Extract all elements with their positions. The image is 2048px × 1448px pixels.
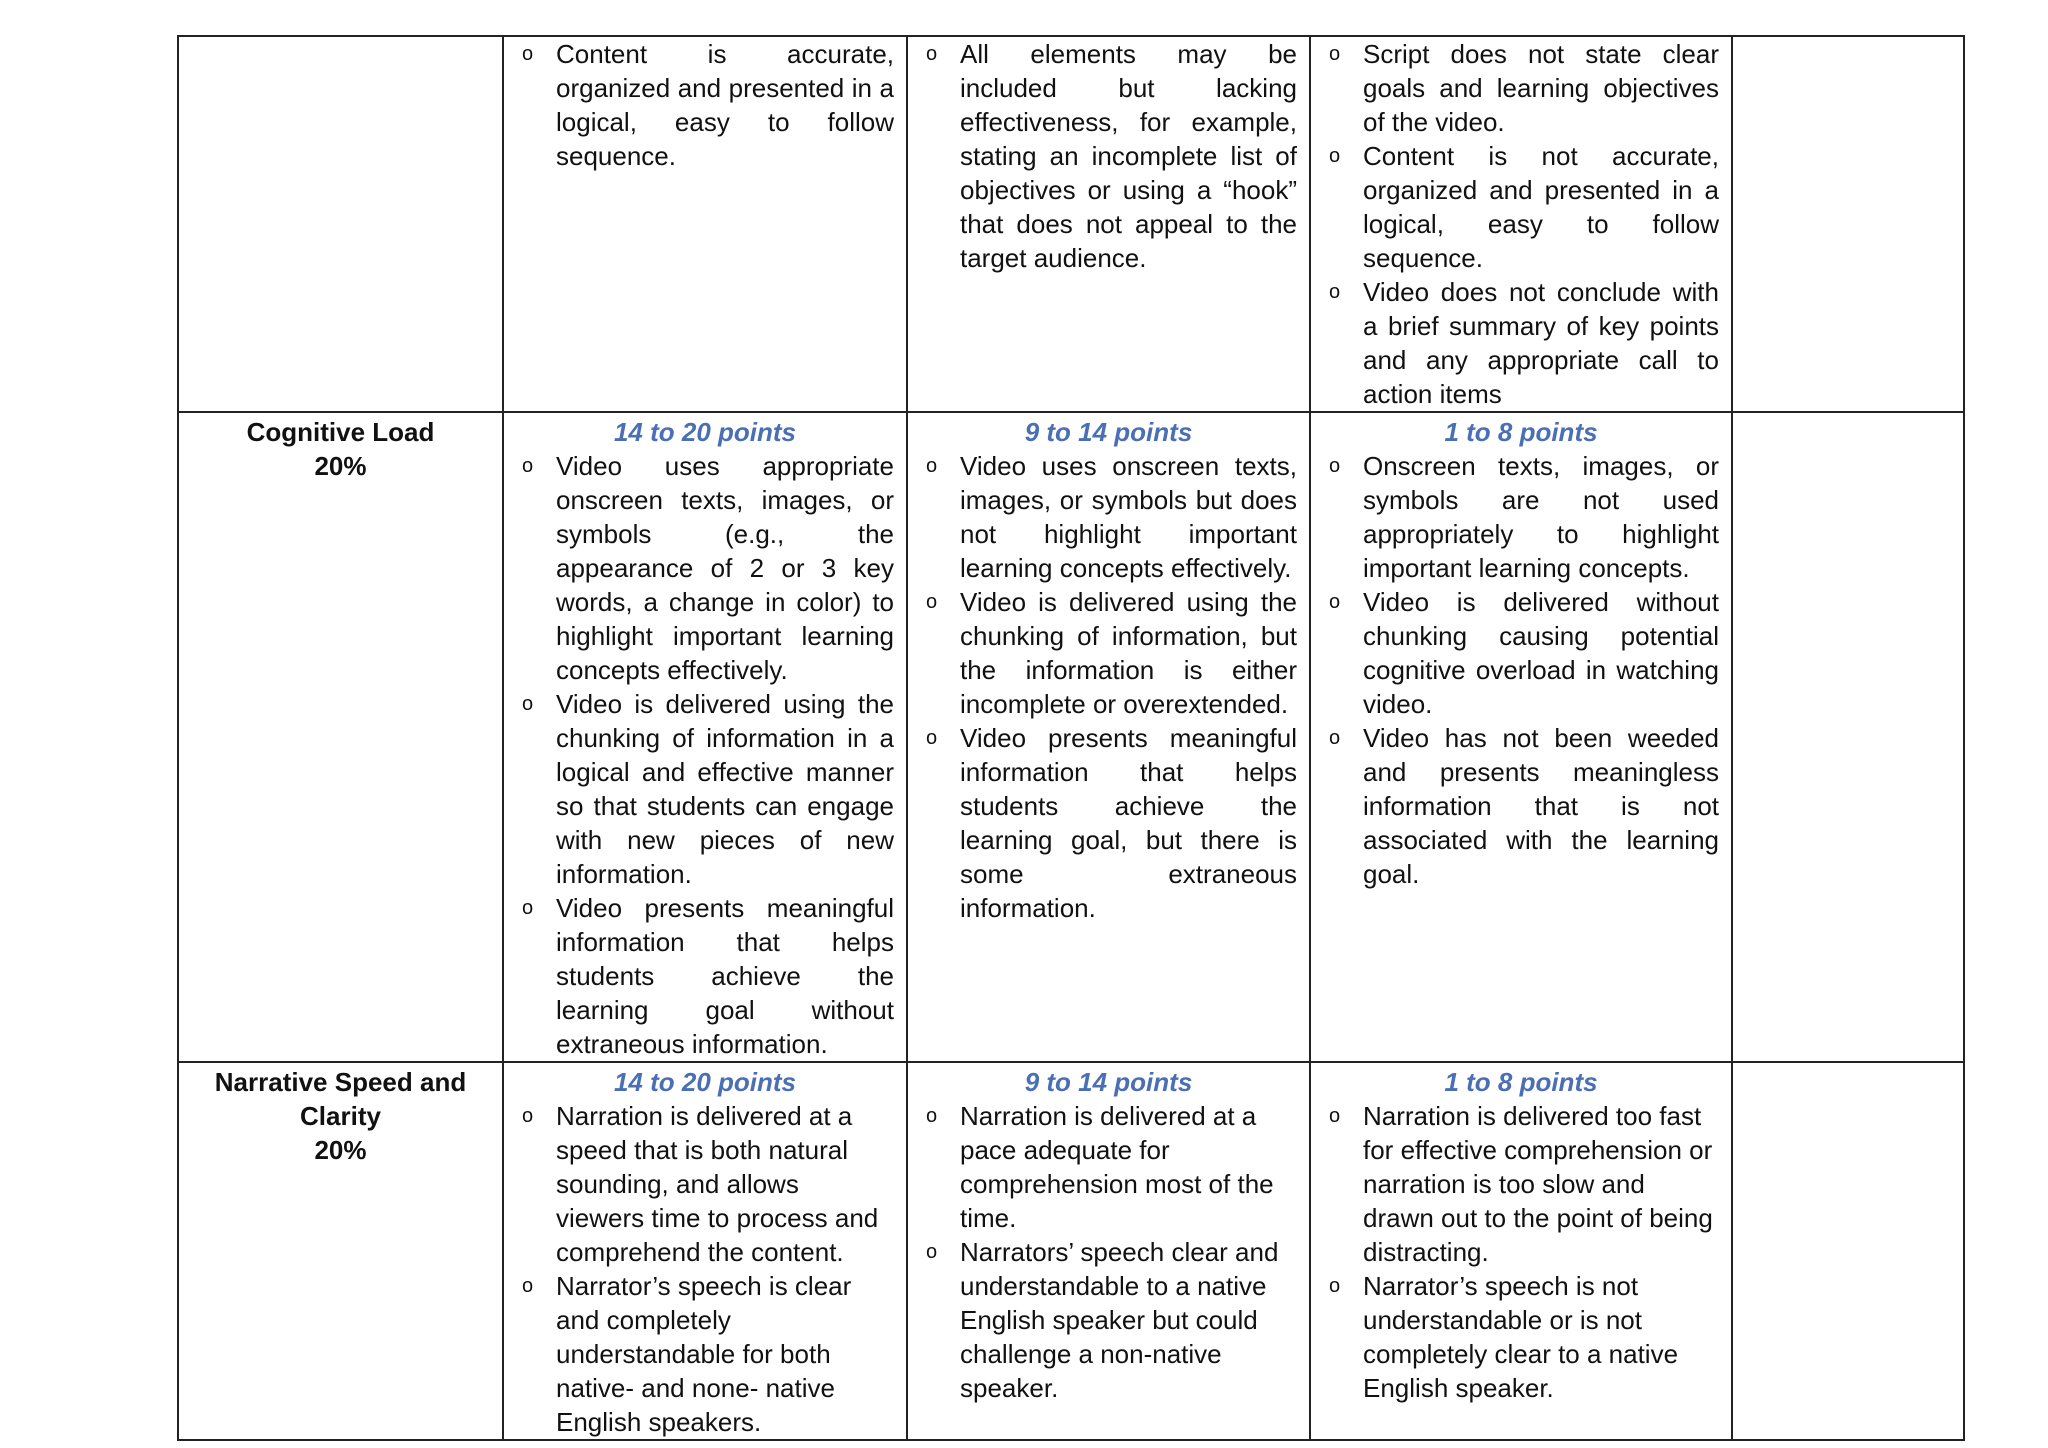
criterion-label: Narrative Speed and Clarity 20%: [214, 1067, 467, 1165]
bullet-icon: o: [1329, 591, 1341, 613]
bullet-icon: o: [522, 43, 534, 65]
list-item: o Video uses appropriate onscreen texts, images, or symbols (e.g., the appearance of 2 or 3 key words, a change in color) to highlight important learning concepts effectively.: [522, 451, 894, 685]
bullet-icon: o: [1329, 145, 1341, 167]
points-range: 9 to 14 points: [1024, 417, 1193, 447]
level-cell-mid: [907, 36, 1310, 412]
bullet-icon: o: [926, 43, 938, 65]
list-item: o Script does not state clear goals and learning objectives of the video.: [1329, 39, 1719, 137]
bullet-icon: o: [1329, 1275, 1341, 1297]
level-cell-low: [1310, 412, 1732, 1062]
item-list: [504, 37, 906, 173]
item-list: [908, 1099, 1309, 1405]
list-item: o Onscreen texts, images, or symbols are not used appropriately to highlight important learning concepts.: [1329, 451, 1719, 583]
table-row: [178, 36, 1964, 412]
criterion-cell: [178, 1062, 503, 1440]
list-item: o Narration is delivered at a pace adequate for comprehension most of the time.: [926, 1101, 1274, 1233]
list-item: o Video presents meaningful information that helps students achieve the learning goal without extraneous information.: [522, 893, 894, 1059]
level-cell-high: [503, 1062, 907, 1440]
level-cell-low: [1310, 1062, 1732, 1440]
level-cell-low: [1310, 36, 1732, 412]
item-list: [1311, 37, 1731, 411]
item-list: [1311, 449, 1731, 891]
points-range: 9 to 14 points: [1024, 1067, 1193, 1097]
bullet-icon: o: [1329, 281, 1341, 303]
bullet-icon: o: [926, 591, 938, 613]
score-cell: [1732, 36, 1964, 412]
item-list: [1311, 1099, 1731, 1405]
level-cell-mid: [907, 1062, 1310, 1440]
table-row: [178, 412, 1964, 1062]
criterion-label: Cognitive Load 20%: [246, 417, 435, 481]
list-item: o Narration is delivered at a speed that is both natural sounding, and allows viewers time to process and comprehend the content.: [522, 1101, 879, 1267]
item-list: [908, 37, 1309, 275]
list-item: o Content is accurate, organized and presented in a logical, easy to follow sequence.: [522, 39, 894, 171]
list-item: o Narrators’ speech clear and understandable to a native English speaker but could challenge a non-native speaker.: [926, 1237, 1279, 1403]
bullet-icon: o: [522, 1105, 534, 1127]
list-item: o Video has not been weeded and presents meaningless information that is not associated with the learning goal.: [1329, 723, 1719, 889]
list-item: o Video is delivered using the chunking of information in a logical and effective manner so that students can engage with new pieces of new information.: [522, 689, 894, 889]
level-cell-mid: [907, 412, 1310, 1062]
level-cell-high: [503, 412, 907, 1062]
criterion-cell: [178, 36, 503, 412]
bullet-icon: o: [926, 1105, 938, 1127]
list-item: o Video uses onscreen texts, images, or symbols but does not highlight important learning concepts effectively.: [926, 451, 1297, 583]
bullet-icon: o: [522, 693, 534, 715]
bullet-icon: o: [1329, 43, 1341, 65]
list-item: o Narrator’s speech is clear and completely understandable for both native- and none- native English speakers.: [522, 1271, 852, 1437]
bullet-icon: o: [1329, 1105, 1341, 1127]
score-cell: [1732, 1062, 1964, 1440]
list-item: o Narration is delivered too fast for effective comprehension or narration is too slow and drawn out to the point of being distracting.: [1329, 1101, 1713, 1267]
list-item: o Narrator’s speech is not understandable or is not completely clear to a native English speaker.: [1329, 1271, 1679, 1403]
list-item: o Content is not accurate, organized and presented in a logical, easy to follow sequence.: [1329, 141, 1719, 273]
bullet-icon: o: [926, 1241, 938, 1263]
list-item: o Video is delivered without chunking causing potential cognitive overload in watching video.: [1329, 587, 1719, 719]
points-range: 14 to 20 points: [613, 1067, 797, 1097]
points-range: 1 to 8 points: [1444, 417, 1598, 447]
bullet-icon: o: [1329, 727, 1341, 749]
score-cell: [1732, 412, 1964, 1062]
rubric-table: [177, 35, 1965, 1441]
item-list: [504, 449, 906, 1061]
bullet-icon: o: [522, 1275, 534, 1297]
points-range: 1 to 8 points: [1444, 1067, 1598, 1097]
list-item: o Video presents meaningful information that helps students achieve the learning goal, but there is some extraneous information.: [926, 723, 1297, 923]
bullet-icon: o: [522, 897, 534, 919]
bullet-icon: o: [1329, 455, 1341, 477]
bullet-icon: o: [926, 727, 938, 749]
points-range: 14 to 20 points: [613, 417, 797, 447]
item-list: [504, 1099, 906, 1439]
bullet-icon: o: [522, 455, 534, 477]
table-row: [178, 1062, 1964, 1440]
bullet-icon: o: [926, 455, 938, 477]
level-cell-high: [503, 36, 907, 412]
criterion-cell: [178, 412, 503, 1062]
list-item: o All elements may be included but lacking effectiveness, for example, stating an incomplete list of objectives or using a “hook” that does not appeal to the target audience.: [926, 39, 1297, 273]
list-item: o Video does not conclude with a brief summary of key points and any appropriate call to action items: [1329, 277, 1719, 409]
item-list: [908, 449, 1309, 925]
list-item: o Video is delivered using the chunking of information, but the information is either incomplete or overextended.: [926, 587, 1297, 719]
